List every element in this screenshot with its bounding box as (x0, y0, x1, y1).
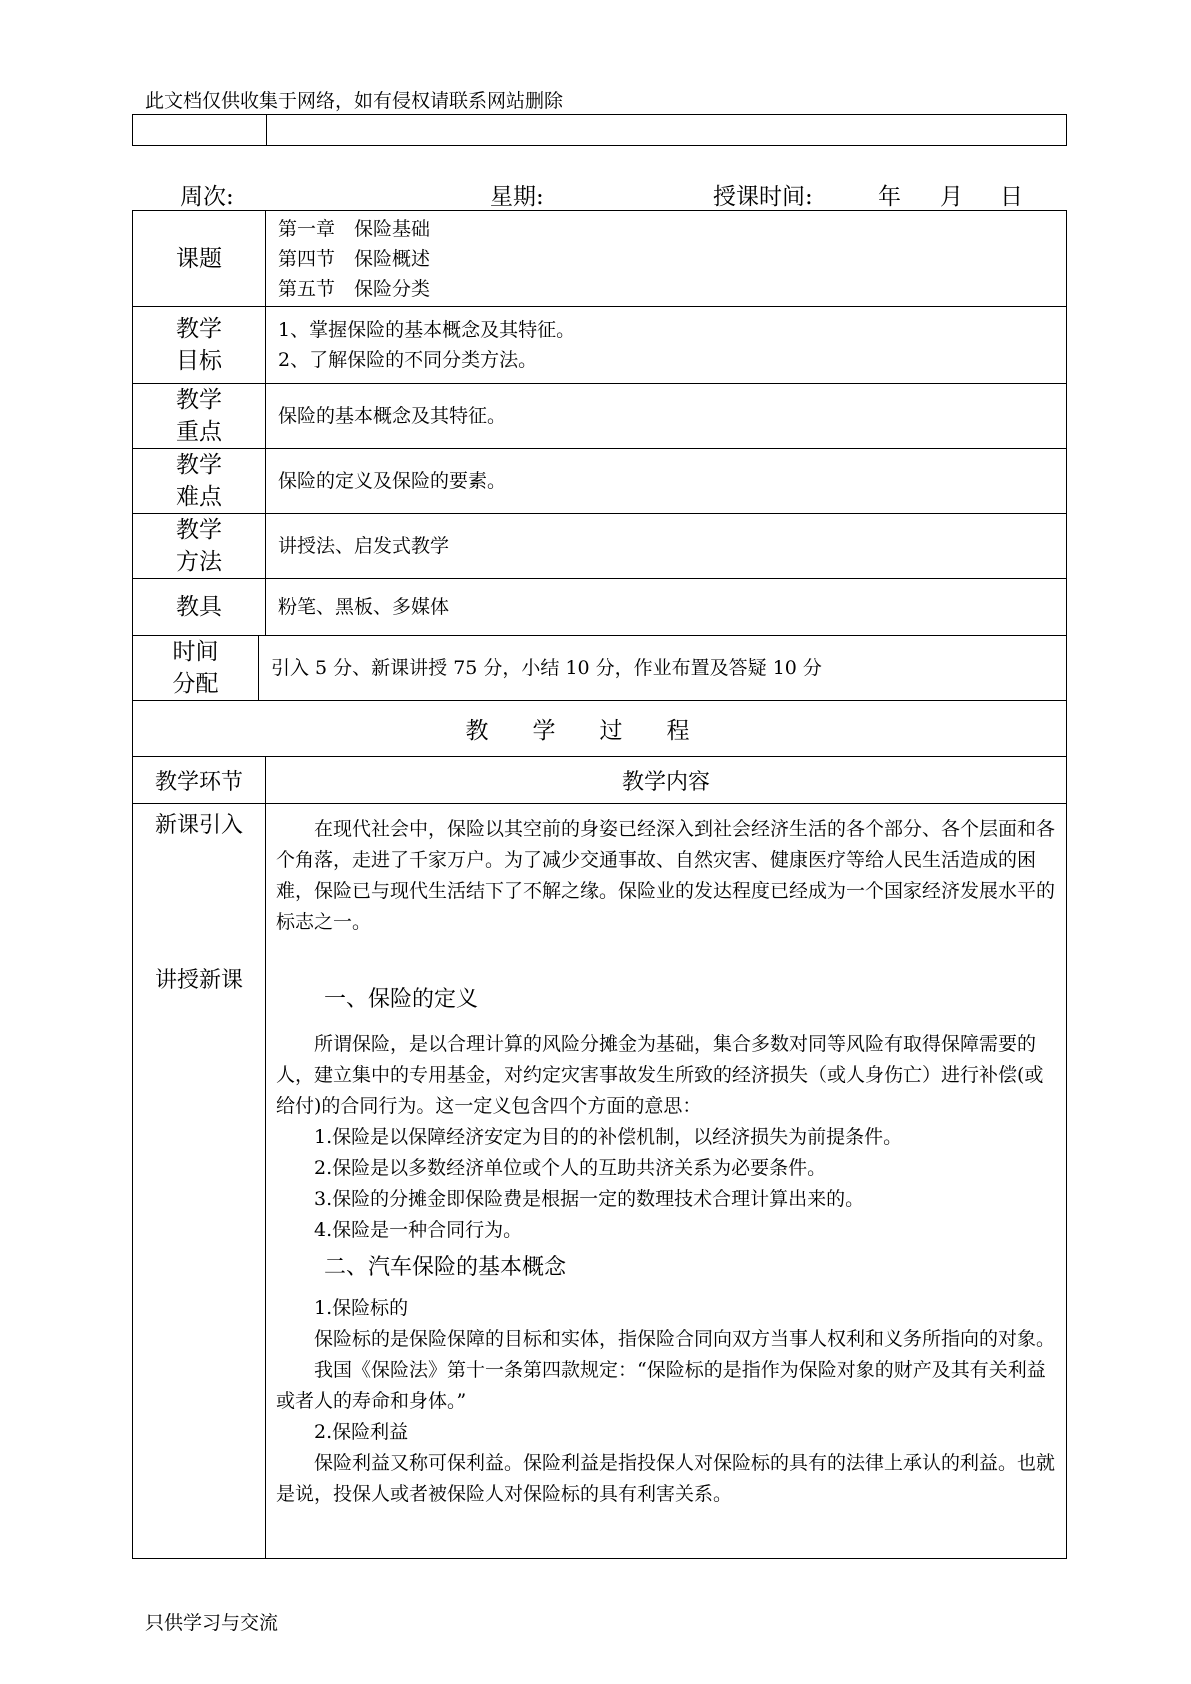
difficulties-label-line: 教学 (176, 452, 222, 478)
week-label: 周次: (180, 184, 234, 210)
methods-label-line: 教学 (176, 517, 222, 543)
intro-paragraph: 在现代社会中，保险以其空前的身姿已经深入到社会经济生活的各个部分、各个层面和各个角落，走进了千家万户。为了减少交通事故、自然灾害、健康医疗等给人民生活造成的困难，保险已与现代生活结下了不解之缘。保险业的发达程度已经成为一个国家经济发展水平的标志之一。 (276, 818, 1056, 933)
top-strip-cell-right (267, 115, 1067, 146)
row-time-allocation (133, 636, 1067, 701)
month-label: 月 (940, 184, 963, 210)
objectives-label-line: 教学 (176, 316, 222, 342)
section1-point: 3.保险的分摊金即保险费是根据一定的数理技术合理计算出来的。 (314, 1188, 865, 1210)
topic-value (266, 211, 1067, 307)
topic-line: 第四节 保险概述 (278, 247, 431, 270)
stage-intro: 新课引入 (154, 813, 243, 838)
topic-line: 第五节 保险分类 (278, 277, 431, 300)
topic-line: 第一章 保险基础 (278, 217, 431, 240)
row-key-points (133, 384, 1067, 449)
content-column (266, 804, 1067, 1559)
top-strip-table (132, 114, 1067, 146)
tools-value: 粉笔、黑板、多媒体 (266, 579, 1067, 636)
key-points-value: 保险的基本概念及其特征。 (266, 384, 1067, 449)
time-label: 授课时间: (713, 184, 813, 210)
difficulties-label (133, 449, 266, 514)
row-objectives (133, 307, 1067, 384)
objectives-value (266, 307, 1067, 384)
time-allocation-label (133, 636, 259, 701)
objective-item: 1、掌握保险的基本概念及其特征。 (278, 319, 576, 341)
topic-label: 课题 (133, 211, 266, 307)
section1-paragraph: 所谓保险，是以合理计算的风险分摊金为基础，集合多数对同等风险有取得保障需要的人，建立集中的专用基金，对约定灾害事故发生所致的经济损失（或人身伤亡）进行补偿(或给付)的合同行为。这一定义包含四个方面的意思： (276, 1033, 1044, 1117)
key-points-label (133, 384, 266, 449)
s2-item1-heading: 1.保险标的 (314, 1297, 409, 1319)
s2-item1-law-paragraph: 我国《保险法》第十一条第四款规定：“保险标的是指作为保险对象的财产及其有关利益或者人的寿命和身体。” (276, 1359, 1046, 1412)
weekday-label: 星期: (490, 184, 544, 210)
s2-item2-heading: 2.保险利益 (314, 1421, 409, 1443)
row-tools (133, 579, 1067, 636)
section1-point: 1.保险是以保障经济安定为目的的补偿机制，以经济损失为前提条件。 (314, 1126, 903, 1148)
methods-value: 讲授法、启发式教学 (266, 514, 1067, 579)
row-process-body (133, 804, 1067, 1559)
objectives-label (133, 307, 266, 384)
process-title: 教学过程 (133, 701, 1067, 757)
difficulties-label-line: 难点 (176, 484, 222, 510)
difficulties-value: 保险的定义及保险的要素。 (266, 449, 1067, 514)
content-column-header: 教学内容 (266, 757, 1067, 804)
stage-new-lesson: 讲授新课 (154, 968, 243, 993)
section1-point: 4.保险是一种合同行为。 (314, 1219, 523, 1241)
row-process-title (133, 701, 1067, 757)
methods-label-line: 方法 (176, 549, 222, 575)
key-points-label-line: 教学 (176, 387, 222, 413)
row-process-headers (133, 757, 1067, 804)
s2-item2-paragraph: 保险利益又称可保利益。保险利益是指投保人对保险标的具有的法律上承认的利益。也就是说，投保人或者被保险人对保险标的具有利害关系。 (276, 1452, 1056, 1505)
s2-item1-paragraph: 保险标的是保险保障的目标和实体，指保险合同向双方当事人权利和义务所指向的对象。 (314, 1328, 1056, 1350)
time-allocation-label-line: 分配 (172, 671, 219, 697)
section1-point: 2.保险是以多数经济单位或个人的互助共济关系为必要条件。 (314, 1157, 827, 1179)
top-strip-cell-left (133, 115, 267, 146)
row-topic (133, 211, 1067, 307)
header-note: 此文档仅供收集于网络，如有侵权请联系网站删除 (145, 90, 564, 112)
objectives-label-line: 目标 (176, 348, 222, 374)
methods-label (133, 514, 266, 579)
row-methods (133, 514, 1067, 579)
stage-column (133, 804, 266, 1559)
section2-title: 二、汽车保险的基本概念 (324, 1255, 567, 1280)
year-label: 年 (878, 184, 901, 210)
objective-item: 2、了解保险的不同分类方法。 (278, 349, 538, 371)
time-allocation-value: 引入 5 分、新课讲授 75 分，小结 10 分，作业布置及答疑 10 分 (259, 636, 1067, 701)
lesson-plan-table (132, 210, 1067, 1559)
footer-note: 只供学习与交流 (145, 1612, 279, 1634)
tools-label: 教具 (133, 579, 266, 636)
section1-title: 一、保险的定义 (324, 987, 479, 1012)
time-allocation-label-line: 时间 (172, 639, 219, 665)
day-label: 日 (1000, 184, 1023, 210)
row-difficulties (133, 449, 1067, 514)
key-points-label-line: 重点 (176, 419, 222, 445)
stage-column-header: 教学环节 (133, 757, 266, 804)
